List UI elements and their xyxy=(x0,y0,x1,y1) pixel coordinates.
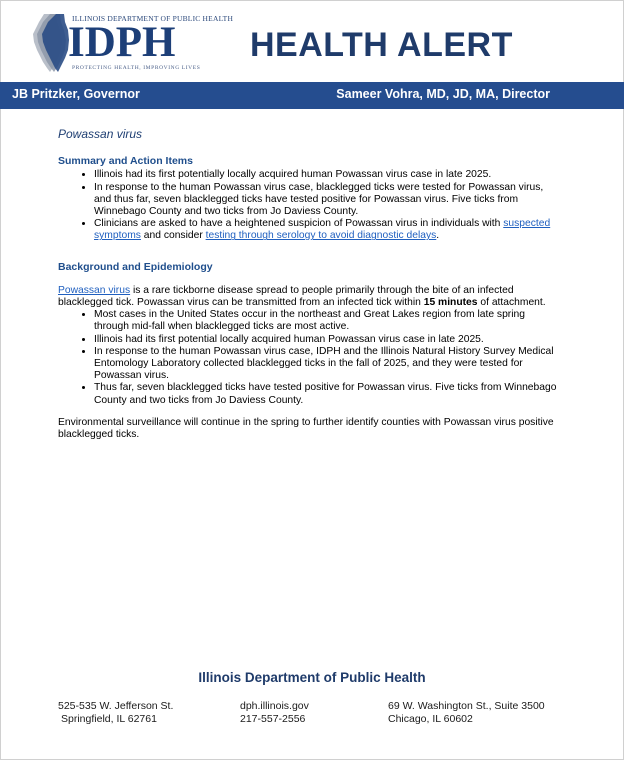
background-list xyxy=(58,309,558,407)
alert-body xyxy=(58,128,558,441)
list-item xyxy=(94,169,558,181)
summary-item-3-end: . xyxy=(436,230,440,242)
background-item-4: Thus far, seven blacklegged ticks have tested positive for Powassan virus. Five ticks from Winnebago County and two ticks from Jo Daviess County. xyxy=(94,382,557,406)
list-item xyxy=(94,182,558,219)
virus-title: Powassan virus xyxy=(58,127,143,141)
leadership-bar xyxy=(0,82,624,109)
summary-item-1: Illinois had its first potentially locally acquired human Powassan virus case in late 2025. xyxy=(94,169,492,181)
phone-number: 217-557-2556 xyxy=(240,713,306,725)
closing-paragraph: Environmental surveillance will continue in the spring to further identify counties with Powassan virus positive blacklegged ticks. xyxy=(58,416,554,441)
chicago-address xyxy=(388,700,545,726)
chicago-city: Chicago, IL 60602 xyxy=(388,713,473,725)
list-item xyxy=(94,346,558,383)
springfield-street: 525-535 W. Jefferson St. xyxy=(58,700,174,712)
header xyxy=(0,0,624,80)
summary-heading: Summary and Action Items xyxy=(58,155,193,168)
summary-item-3-mid: and consider xyxy=(140,230,206,242)
suspected-symptoms-link[interactable]: suspected symptoms xyxy=(94,218,551,242)
background-item-2: Illinois had its first potential locally acquired human Powassan virus case in late 2025. xyxy=(94,333,484,345)
background-bold-text: 15 minutes xyxy=(423,297,478,309)
testing-serology-link[interactable]: testing through serology to avoid diagnostic delays xyxy=(205,230,437,242)
illinois-state-outline-icon xyxy=(30,12,70,74)
logo-main-text: IDPH xyxy=(68,19,176,66)
director-name: Sameer Vohra, MD, JD, MA, Director xyxy=(336,87,550,101)
governor-name: JB Pritzker, Governor xyxy=(12,87,140,101)
background-item-1: Most cases in the United States occur in the northeast and Great Lakes region from late spring through mid-fall when blacklegged ticks are most active. xyxy=(94,309,525,333)
list-item xyxy=(94,309,558,333)
chicago-street: 69 W. Washington St., Suite 3500 xyxy=(388,700,545,712)
footer-title: Illinois Department of Public Health xyxy=(198,670,426,685)
page-title: HEALTH ALERT xyxy=(250,26,513,64)
idph-logo xyxy=(30,12,234,74)
springfield-city: Springfield, IL 62761 xyxy=(61,713,157,725)
logo-top-text: ILLINOIS DEPARTMENT OF PUBLIC HEALTH xyxy=(72,14,234,23)
contact-info xyxy=(240,700,309,726)
powassan-virus-link[interactable]: Powassan virus xyxy=(58,284,131,296)
background-paragraph xyxy=(58,285,558,309)
summary-item-3-text: Clinicians are asked to have a heightened suspicion of Powassan virus in individuals with xyxy=(94,218,504,230)
background-item-3: In response to the human Powassan virus case, IDPH and the Illinois Natural History Survey Medical Entomology Laboratory collected blacklegged ticks in the fall of 2025, and they were tested for Powassan virus. xyxy=(94,345,554,382)
background-heading: Background and Epidemiology xyxy=(58,260,213,273)
background-text-2: of attachment. xyxy=(477,297,546,309)
background-text-1: is a rare tickborne disease spread to people primarily through the bite of an infected blacklegged tick. Powassan virus can be transmitted from an infected tick within xyxy=(58,284,514,309)
logo-tagline: PROTECTING HEALTH, IMPROVING LIVES xyxy=(72,65,201,71)
summary-item-2: In response to the human Powassan virus case, blacklegged ticks were tested for Powassan virus, and thus far, seven blacklegged ticks have tested positive for Powassan virus. Five ticks from Winnebago County and two ticks from Jo Daviess County. xyxy=(94,181,544,218)
list-item xyxy=(94,334,558,346)
list-item xyxy=(94,218,558,242)
website-text: dph.illinois.gov xyxy=(240,700,309,712)
springfield-address xyxy=(58,700,173,726)
summary-list xyxy=(58,169,558,242)
list-item xyxy=(94,382,558,406)
